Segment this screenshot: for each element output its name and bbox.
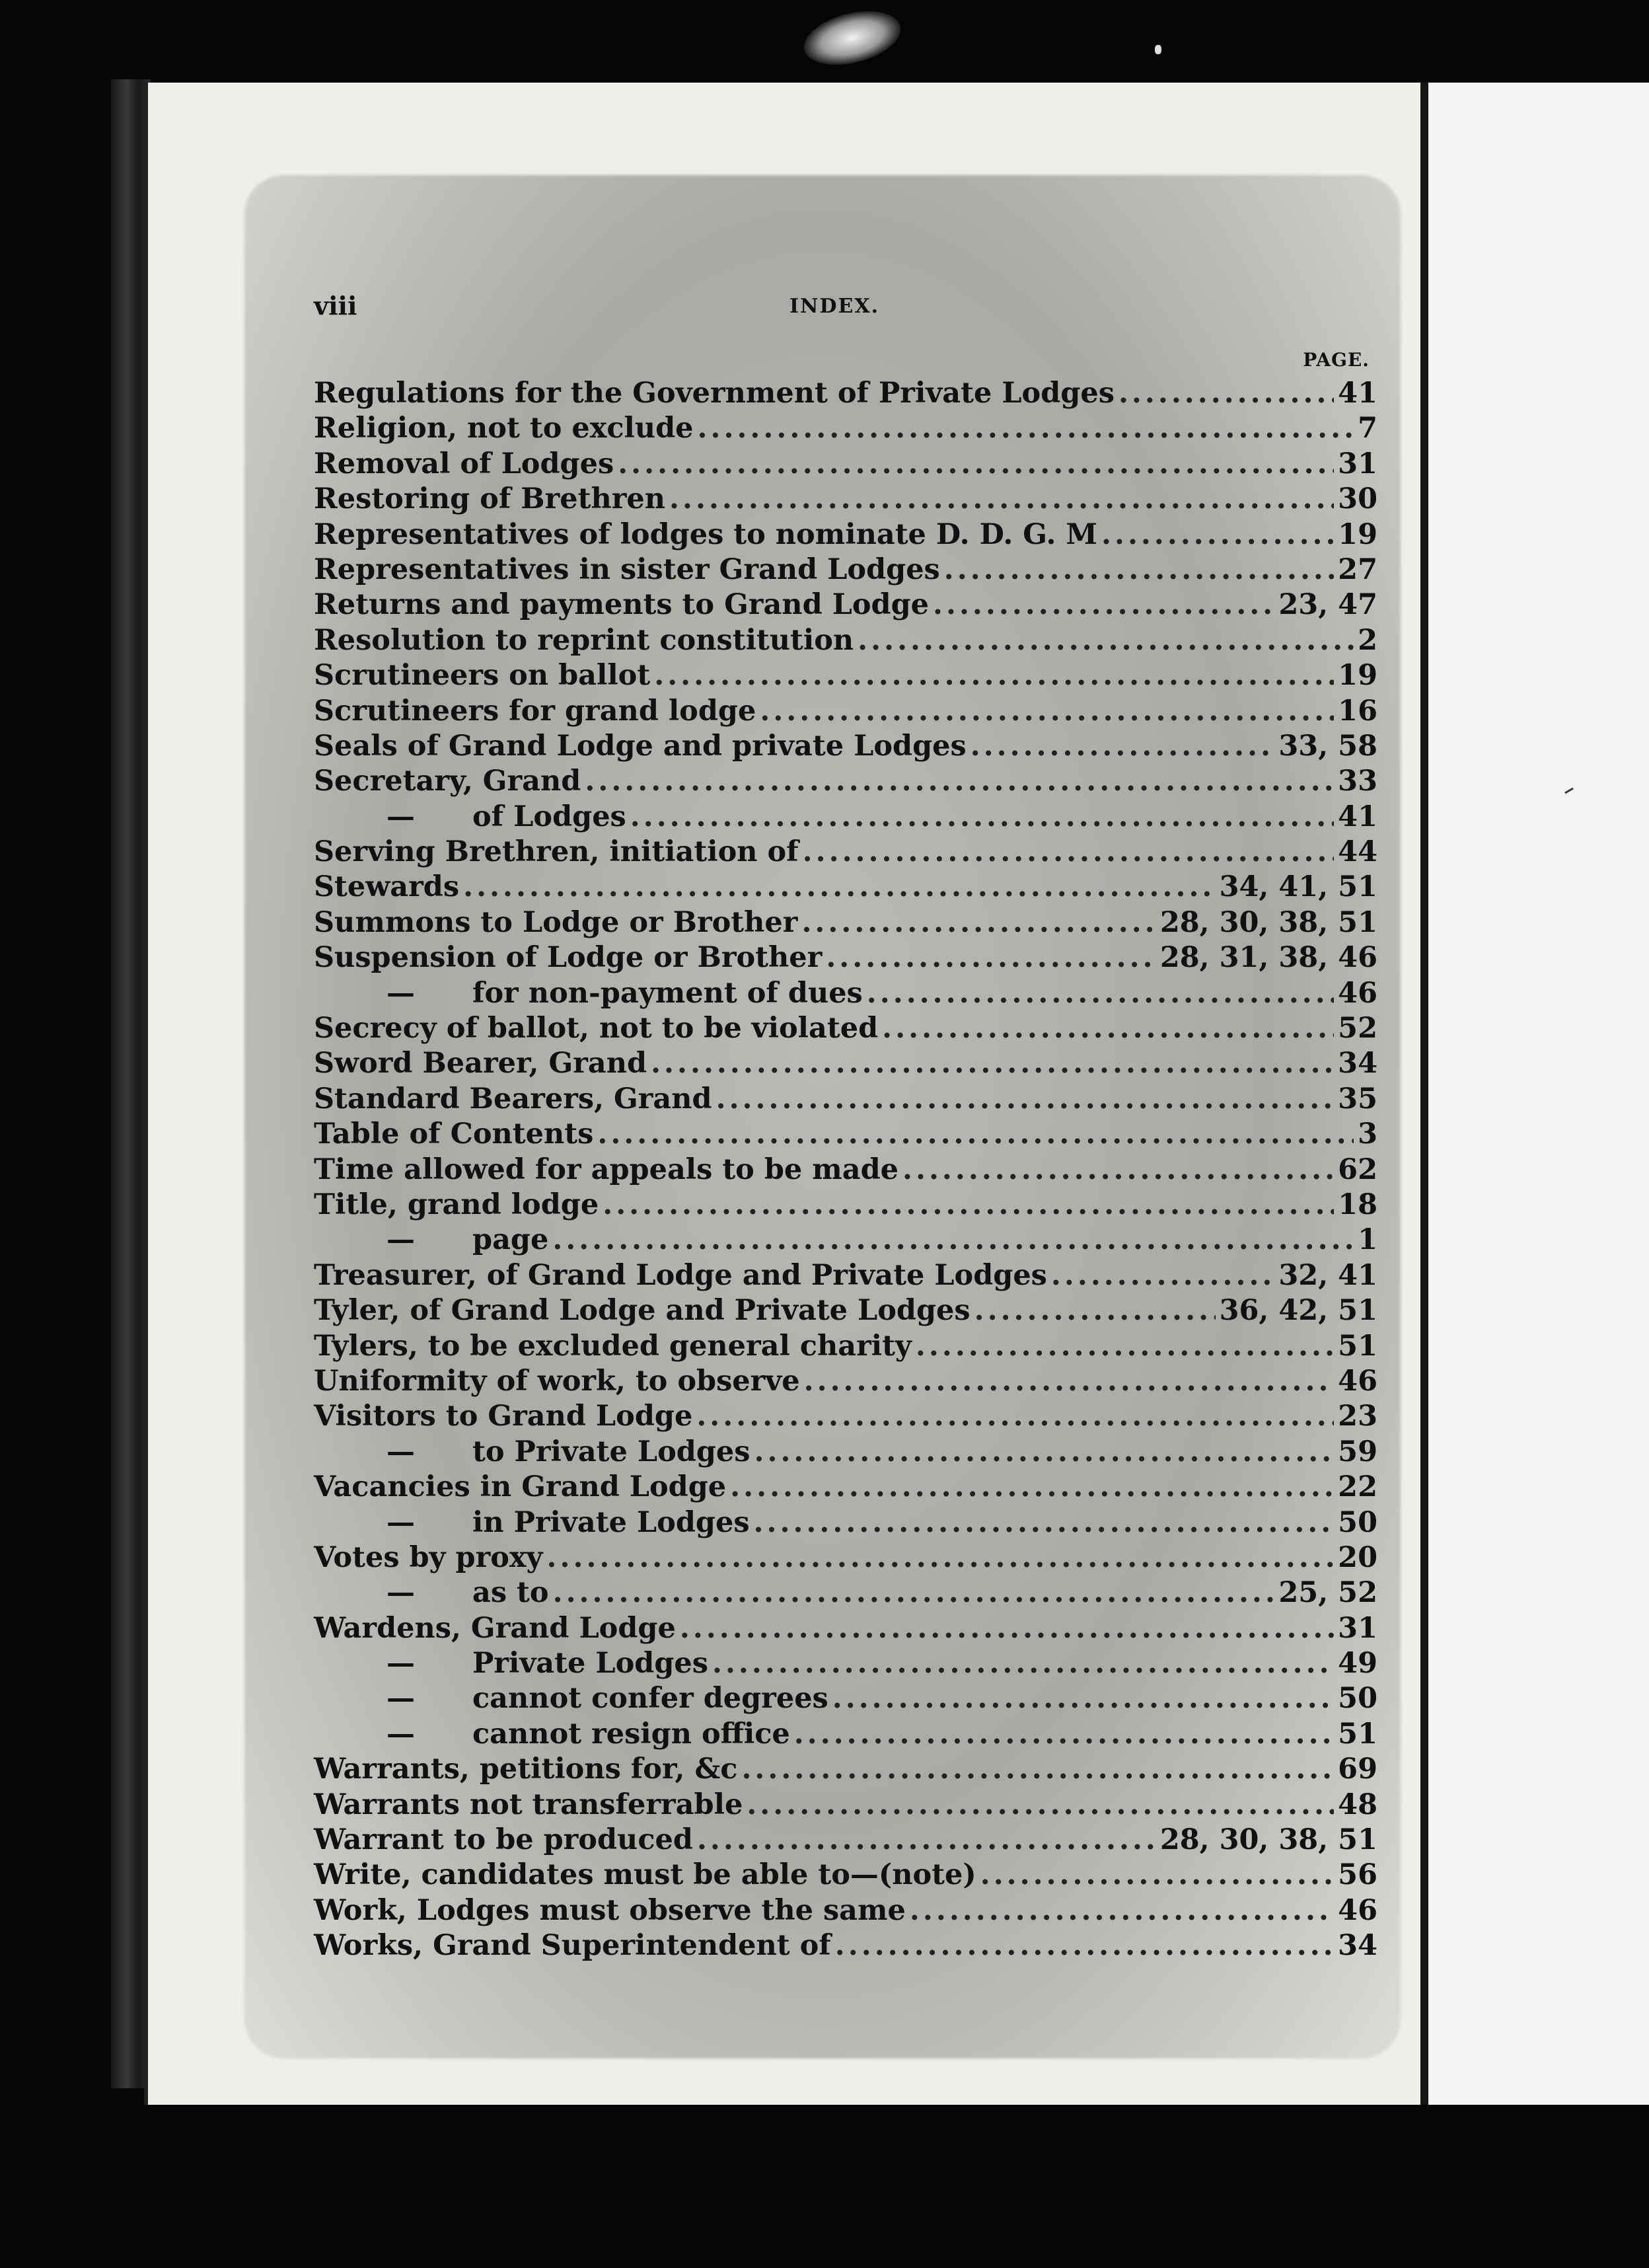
index-entry-pages: 30 xyxy=(1338,482,1377,516)
index-entry-term: Removal of Lodges xyxy=(314,447,614,480)
index-entry xyxy=(314,1576,1377,1614)
index-entry-term: Time allowed for appeals to be made xyxy=(314,1153,899,1186)
index-entry-pages: 69 xyxy=(1338,1753,1377,1786)
index-entry-term: Warrants not transferrable xyxy=(314,1788,743,1821)
index-entry-pages: 18 xyxy=(1338,1188,1377,1221)
index-entry-pages: 25, 52 xyxy=(1278,1576,1377,1610)
index-entry-pages: 62 xyxy=(1338,1153,1377,1186)
index-entry xyxy=(314,694,1377,732)
index-entry-pages: 52 xyxy=(1338,1012,1377,1045)
index-entry-term: Votes by proxy xyxy=(314,1540,543,1574)
dot-leader xyxy=(680,1614,1334,1643)
page-folio: viii xyxy=(314,291,357,321)
index-entry-term: Wardens, Grand Lodge xyxy=(314,1611,676,1645)
index-entry-term: page xyxy=(472,1223,549,1257)
dot-leader xyxy=(760,697,1334,726)
dot-leader xyxy=(463,873,1216,901)
dot-leader xyxy=(553,1579,1275,1607)
index-entry-term: cannot confer degrees xyxy=(472,1682,828,1716)
index-entry-pages: 41 xyxy=(1338,800,1377,833)
index-entry-term: Work, Lodges must observe the same xyxy=(314,1893,906,1927)
index-entry xyxy=(314,1364,1377,1402)
dot-leader xyxy=(916,1332,1334,1361)
index-entry-list xyxy=(314,379,1377,1967)
dot-leader xyxy=(741,1755,1334,1784)
index-entry-term: Warrant to be produced xyxy=(314,1823,693,1857)
index-entry xyxy=(314,1823,1377,1861)
dot-leader xyxy=(858,626,1354,655)
index-entry-pages: 34 xyxy=(1338,1929,1377,1963)
index-entry-term: Suspension of Lodge or Brother xyxy=(314,941,823,975)
page-title: INDEX. xyxy=(789,295,880,318)
ditto-dash: — xyxy=(386,976,415,1010)
ditto-dash: — xyxy=(386,1505,415,1539)
index-entry-pages: 27 xyxy=(1338,552,1377,586)
index-entry-term: Warrants, petitions for, &c xyxy=(314,1753,738,1786)
index-entry-pages: 22 xyxy=(1338,1470,1377,1504)
dot-leader xyxy=(910,1897,1334,1925)
index-entry-pages: 51 xyxy=(1338,1717,1377,1751)
dot-leader xyxy=(696,1402,1334,1431)
index-entry xyxy=(314,1082,1377,1120)
index-entry-pages: 19 xyxy=(1338,517,1377,551)
index-entry-term: for non-payment of dues xyxy=(472,976,863,1010)
index-entry xyxy=(314,379,1377,414)
index-entry xyxy=(314,1329,1377,1367)
index-entry-pages: 56 xyxy=(1338,1858,1377,1892)
index-entry-term: as to xyxy=(472,1576,549,1610)
dot-leader xyxy=(747,1791,1334,1819)
index-entry-term: Serving Brethren, initiation of xyxy=(314,835,799,869)
index-entry xyxy=(314,1049,1377,1084)
index-entry-pages: 44 xyxy=(1338,835,1377,869)
dot-leader xyxy=(585,767,1334,796)
dot-leader xyxy=(882,1014,1334,1043)
dot-leader xyxy=(835,1932,1334,1960)
index-entry-term: Uniformity of work, to observe xyxy=(314,1364,800,1398)
ditto-dash: — xyxy=(386,1223,415,1257)
index-entry xyxy=(314,1223,1377,1261)
dot-leader xyxy=(801,909,1155,937)
dot-leader xyxy=(654,662,1334,690)
ditto-dash: — xyxy=(386,1576,415,1610)
index-entry-pages: 34 xyxy=(1338,1047,1377,1080)
index-entry-pages: 3 xyxy=(1358,1117,1377,1151)
index-entry xyxy=(314,588,1377,626)
index-entry-term: to Private Lodges xyxy=(472,1435,751,1468)
index-entry-pages: 31 xyxy=(1338,1611,1377,1645)
index-entry-pages: 46 xyxy=(1338,1893,1377,1927)
index-entry-term: Scrutineers for grand lodge xyxy=(314,694,756,728)
dot-leader xyxy=(698,414,1354,443)
index-entry xyxy=(314,870,1377,908)
running-head xyxy=(314,291,1377,337)
index-entry-term: in Private Lodges xyxy=(472,1505,750,1539)
index-entry-term: Religion, not to exclude xyxy=(314,412,694,445)
index-entry-term: Standard Bearers, Grand xyxy=(314,1082,712,1115)
index-entry-term: of Lodges xyxy=(472,800,626,833)
index-entry-term: Secretary, Grand xyxy=(314,765,581,798)
index-entry-term: Write, candidates must be able to—(note) xyxy=(314,1858,976,1892)
dot-leader xyxy=(547,1544,1335,1572)
ditto-dash: — xyxy=(386,1682,415,1716)
ditto-dash: — xyxy=(386,800,415,833)
dot-leader xyxy=(597,1120,1354,1149)
index-entry-pages: 46 xyxy=(1338,976,1377,1010)
dot-leader xyxy=(980,1861,1334,1889)
index-entry-pages: 59 xyxy=(1338,1435,1377,1468)
dot-leader xyxy=(1051,1262,1274,1290)
index-entry-term: Works, Grand Superintendent of xyxy=(314,1929,831,1963)
index-entry xyxy=(314,623,1377,662)
index-entry-pages: 7 xyxy=(1358,412,1377,445)
index-entry-term: Tylers, to be excluded general charity xyxy=(314,1329,912,1363)
index-entry xyxy=(314,1611,1377,1649)
index-entry-term: Resolution to reprint constitution xyxy=(314,623,854,657)
index-entry-pages: 23, 47 xyxy=(1278,588,1377,622)
index-entry-pages: 28, 30, 38, 51 xyxy=(1159,905,1377,939)
dot-leader xyxy=(552,1226,1354,1254)
index-entry xyxy=(314,1014,1377,1049)
dot-leader xyxy=(730,1473,1334,1501)
ditto-dash: — xyxy=(386,1717,415,1751)
index-entry-term: Treasurer, of Grand Lodge and Private Lodges xyxy=(314,1258,1047,1292)
index-entry xyxy=(314,659,1377,697)
index-entry xyxy=(314,835,1377,873)
index-entry-term: Restoring of Brethren xyxy=(314,482,666,516)
index-entry xyxy=(314,1117,1377,1155)
dot-leader xyxy=(933,591,1274,619)
dot-leader xyxy=(867,979,1334,1008)
page-column-header xyxy=(314,337,1377,379)
index-entry-pages: 1 xyxy=(1358,1223,1377,1257)
index-entry-pages: 32, 41 xyxy=(1278,1258,1377,1292)
index-entry-term: Vacancies in Grand Lodge xyxy=(314,1470,727,1504)
index-entry xyxy=(314,767,1377,802)
dust-speck xyxy=(1155,45,1161,54)
index-entry xyxy=(314,1858,1377,1896)
index-entry-term: Title, grand lodge xyxy=(314,1188,599,1221)
dot-leader xyxy=(630,803,1334,831)
dot-leader xyxy=(794,1720,1334,1749)
index-entry xyxy=(314,1402,1377,1437)
index-entry xyxy=(314,1153,1377,1191)
index-entry-term: Regulations for the Government of Private Lodges xyxy=(314,377,1115,410)
index-page-text xyxy=(314,291,1377,1967)
index-entry xyxy=(314,729,1377,767)
index-entry-pages: 35 xyxy=(1338,1082,1377,1115)
index-entry-term: Tyler, of Grand Lodge and Private Lodges xyxy=(314,1294,971,1328)
index-entry-pages: 50 xyxy=(1338,1505,1377,1539)
index-entry xyxy=(314,1649,1377,1684)
dot-leader xyxy=(1101,521,1334,549)
dot-leader xyxy=(669,485,1334,513)
dot-leader xyxy=(1118,379,1334,408)
index-entry-term: Sword Bearer, Grand xyxy=(314,1047,647,1080)
index-entry-pages: 34, 41, 51 xyxy=(1219,870,1377,904)
index-entry-pages: 46 xyxy=(1338,1364,1377,1398)
index-entry-pages: 33 xyxy=(1338,765,1377,798)
index-entry xyxy=(314,1684,1377,1720)
index-entry xyxy=(314,1788,1377,1826)
index-entry xyxy=(314,1755,1377,1790)
dot-leader xyxy=(826,944,1155,972)
dot-leader xyxy=(651,1049,1334,1078)
index-entry-pages: 31 xyxy=(1338,447,1377,480)
index-entry xyxy=(314,1258,1377,1297)
index-entry-term: Visitors to Grand Lodge xyxy=(314,1400,693,1433)
index-entry xyxy=(314,941,1377,979)
dot-leader xyxy=(971,732,1275,761)
dot-leader xyxy=(902,1156,1334,1184)
index-entry-pages: 50 xyxy=(1338,1682,1377,1716)
dot-leader xyxy=(803,838,1334,866)
index-entry-pages: 48 xyxy=(1338,1788,1377,1821)
index-entry-term: Table of Contents xyxy=(314,1117,594,1151)
index-entry-pages: 51 xyxy=(1338,1329,1377,1363)
page-gutter xyxy=(1420,83,1428,2105)
index-entry-term: Scrutineers on ballot xyxy=(314,659,651,693)
dot-leader xyxy=(804,1367,1335,1396)
ditto-dash: — xyxy=(386,1647,415,1681)
index-entry xyxy=(314,1540,1377,1579)
page-column-label: PAGE. xyxy=(1303,349,1370,371)
ditto-dash: — xyxy=(386,1435,415,1468)
dot-leader xyxy=(754,1509,1335,1537)
index-entry-term: Private Lodges xyxy=(472,1647,708,1681)
index-entry xyxy=(314,1717,1377,1755)
dot-leader xyxy=(754,1438,1335,1466)
index-entry-pages: 2 xyxy=(1358,623,1377,657)
index-entry xyxy=(314,1435,1377,1473)
index-entry xyxy=(314,1188,1377,1226)
index-entry xyxy=(314,1893,1377,1932)
index-entry-term: Representatives of lodges to nominate D. D. G. M xyxy=(314,517,1098,551)
dot-leader xyxy=(618,450,1334,478)
index-entry-pages: 28, 30, 38, 51 xyxy=(1159,1823,1377,1857)
index-entry-pages: 20 xyxy=(1338,1540,1377,1574)
index-entry-term: Seals of Grand Lodge and private Lodges xyxy=(314,729,967,763)
index-entry-term: Stewards xyxy=(314,870,460,904)
index-entry-pages: 49 xyxy=(1338,1647,1377,1681)
index-entry-term: cannot resign office xyxy=(472,1717,790,1751)
index-entry-pages: 41 xyxy=(1338,377,1377,410)
index-entry xyxy=(314,1929,1377,1967)
index-entry xyxy=(314,976,1377,1014)
index-entry-pages: 28, 31, 38, 46 xyxy=(1159,941,1377,975)
index-entry-term: Summons to Lodge or Brother xyxy=(314,905,798,939)
index-entry xyxy=(314,447,1377,485)
index-entry xyxy=(314,552,1377,591)
dot-leader xyxy=(944,556,1334,584)
index-entry xyxy=(314,1294,1377,1332)
index-entry-term: Secrecy of ballot, not to be violated xyxy=(314,1012,879,1045)
dot-leader xyxy=(697,1826,1156,1854)
index-entry-pages: 23 xyxy=(1338,1400,1377,1433)
index-entry-pages: 33, 58 xyxy=(1278,729,1377,763)
dot-leader xyxy=(712,1649,1334,1678)
index-entry-pages: 19 xyxy=(1338,659,1377,693)
index-entry-pages: 36, 42, 51 xyxy=(1219,1294,1377,1328)
dot-leader xyxy=(603,1191,1334,1219)
index-entry xyxy=(314,1505,1377,1544)
index-entry xyxy=(314,414,1377,449)
index-entry-pages: 16 xyxy=(1338,694,1377,728)
index-entry-term: Representatives in sister Grand Lodges xyxy=(314,552,940,586)
index-entry xyxy=(314,482,1377,520)
index-entry xyxy=(314,1470,1377,1508)
index-entry xyxy=(314,800,1377,838)
dot-leader xyxy=(716,1085,1335,1114)
dot-leader xyxy=(832,1684,1334,1713)
index-entry xyxy=(314,905,1377,944)
index-entry xyxy=(314,517,1377,556)
index-entry-term: Returns and payments to Grand Lodge xyxy=(314,588,930,622)
dot-leader xyxy=(974,1297,1216,1325)
facing-page xyxy=(1428,83,1649,2105)
